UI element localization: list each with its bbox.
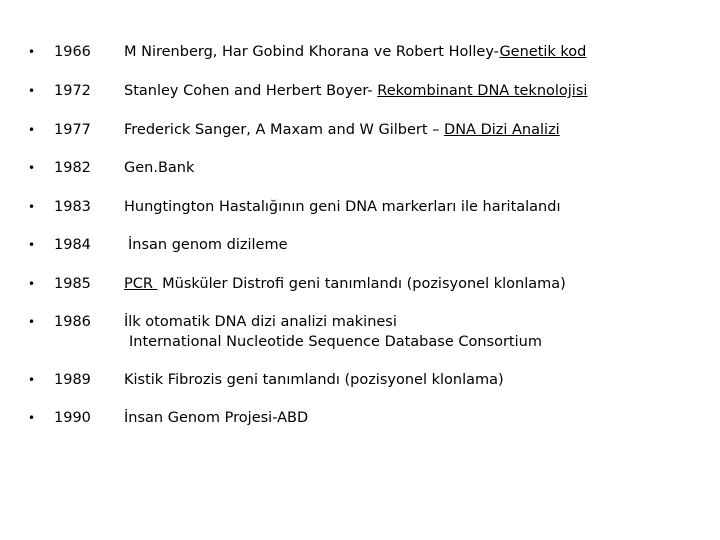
bullet-icon: • — [28, 84, 36, 98]
event-description-secondary: International Nucleotide Sequence Database Consortium — [129, 334, 542, 350]
underlined-term: Genetik kod — [499, 44, 587, 60]
event-text — [124, 81, 587, 101]
year: 1984 — [54, 237, 91, 253]
bullet-icon: • — [28, 277, 36, 291]
event-text — [124, 312, 542, 352]
bullet-icon: • — [28, 161, 36, 175]
event-text — [124, 274, 566, 294]
event-description: İlk otomatik DNA dizi analizi makinesi — [124, 314, 397, 330]
event-description: Stanley Cohen and Herbert Boyer- — [124, 83, 378, 99]
event-text: İnsan Genom Projesi-ABD — [124, 410, 309, 426]
event-text — [124, 120, 560, 140]
year: 1982 — [54, 160, 91, 176]
bullet-icon: • — [28, 123, 36, 137]
event-text: Kistik Fibrozis geni tanımlandı (pozisyonel klonlama) — [124, 372, 504, 388]
event-text: Gen.Bank — [124, 160, 195, 176]
underlined-term: PCR — [124, 276, 158, 292]
year: 1985 — [54, 276, 91, 292]
bullet-icon: • — [28, 238, 36, 252]
event-description: M Nirenberg, Har Gobind Khorana ve Robert Holley- — [124, 44, 500, 60]
event-description: Frederick Sanger, A Maxam and W Gilbert – — [124, 122, 445, 138]
year: 1977 — [54, 122, 91, 138]
underlined-term: Rekombinant DNA teknolojisi — [377, 83, 588, 99]
year: 1990 — [54, 410, 91, 426]
year: 1972 — [54, 83, 91, 99]
event-description: Müsküler Distrofi geni tanımlandı (pozisyonel klonlama) — [157, 276, 566, 292]
event-text: Hungtington Hastalığının geni DNA markerları ile haritalandı — [124, 199, 561, 215]
event-text — [124, 42, 586, 62]
year: 1986 — [54, 314, 91, 330]
bullet-icon: • — [28, 200, 36, 214]
bullet-icon: • — [28, 411, 36, 425]
year: 1966 — [54, 44, 91, 60]
event-text: İnsan genom dizileme — [128, 237, 288, 253]
bullet-icon: • — [28, 373, 36, 387]
bullet-icon: • — [28, 315, 36, 329]
year: 1983 — [54, 199, 91, 215]
bullet-icon: • — [28, 45, 36, 59]
underlined-term: DNA Dizi Analizi — [444, 122, 560, 138]
year: 1989 — [54, 372, 91, 388]
